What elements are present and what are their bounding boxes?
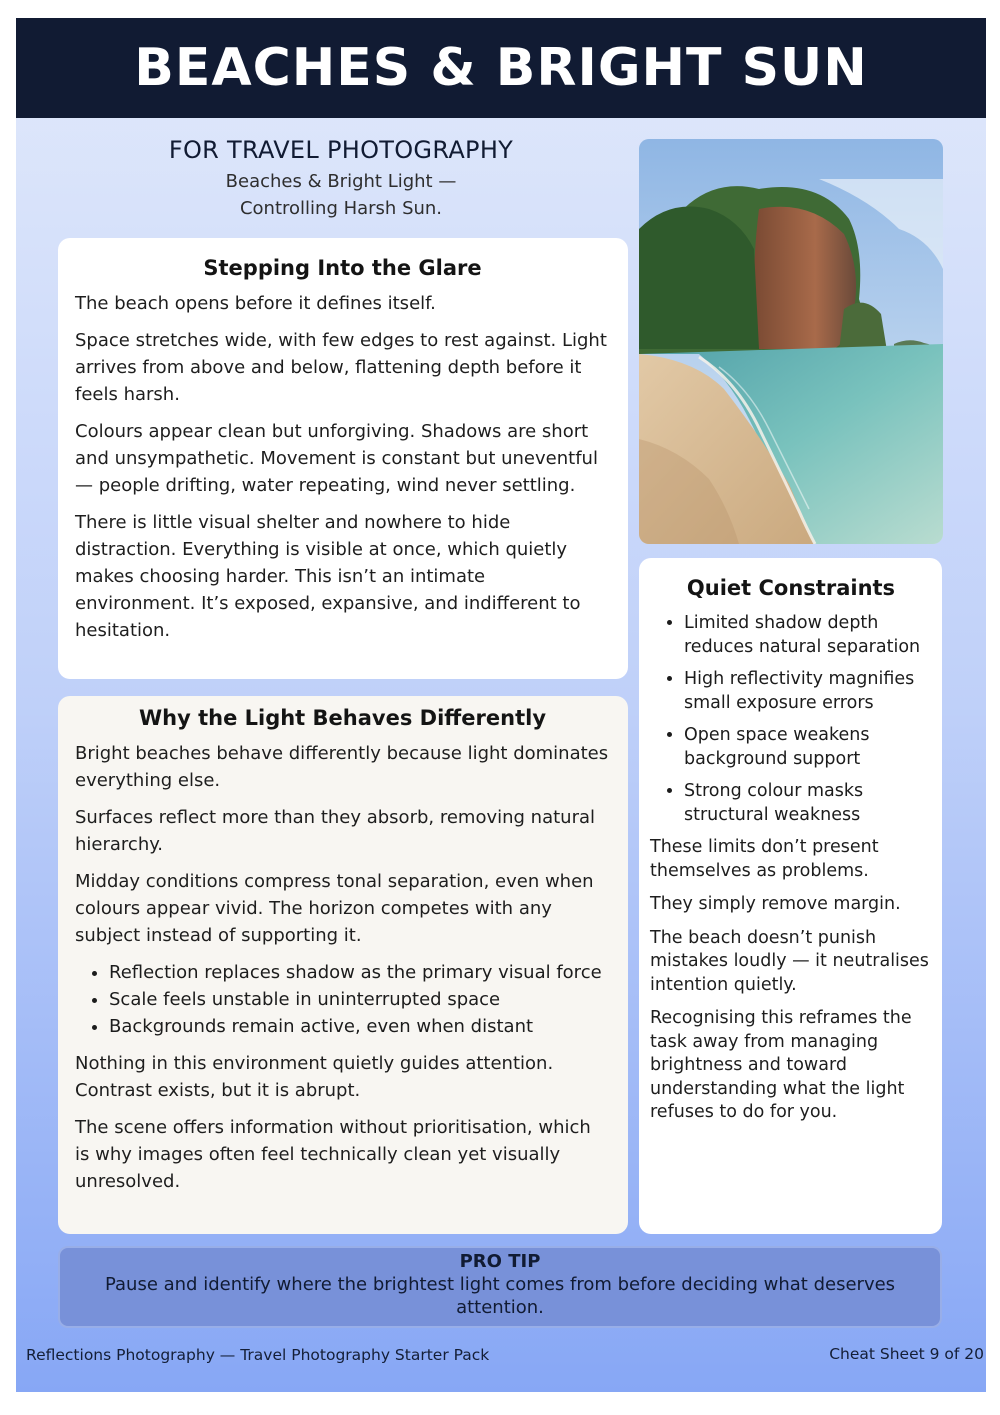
- beach-photo: [639, 139, 943, 544]
- card-heading: Stepping Into the Glare: [203, 256, 482, 280]
- cheat-sheet-page: [16, 18, 986, 1392]
- paragraph: They simply remove margin.: [650, 894, 901, 914]
- paragraph: These limits don’t present themselves as problems.: [650, 837, 879, 881]
- list-item: • Scale feels unstable in uninterrupted space: [109, 986, 610, 1013]
- pro-tip-box: [58, 1246, 942, 1328]
- paragraph: Bright beaches behave differently because light dominates everything else.: [75, 743, 609, 791]
- beach-photo-illustration: [639, 139, 943, 544]
- card-light-behaves-differently: [58, 696, 628, 1234]
- page-tagline: Beaches & Bright Light — Controlling Harsh Sun.: [225, 171, 457, 219]
- bullet-list: [650, 612, 932, 827]
- footer-page-counter: Cheat Sheet 9 of 20: [829, 1345, 984, 1363]
- paragraph: The beach opens before it defines itself.: [75, 293, 436, 314]
- list-item: • Limited shadow depth reduces natural separation: [684, 612, 932, 659]
- paragraph: Nothing in this environment quietly guides attention. Contrast exists, but it is abrupt.: [75, 1053, 554, 1101]
- card-heading: Quiet Constraints: [686, 576, 896, 600]
- paragraph: The scene offers information without prioritisation, which is why images often feel technically clean yet visually unresolved.: [75, 1117, 591, 1192]
- bullet-list: [75, 959, 610, 1040]
- header-banner: [16, 18, 986, 118]
- paragraph: There is little visual shelter and nowhere to hide distraction. Everything is visible at once, which quietly makes choosing harder. This isn’t an intimate environment. It’s exposed, expansive, and indifferent to hesitation.: [75, 512, 581, 641]
- footer-brand: Reflections Photography — Travel Photography Starter Pack: [26, 1346, 490, 1364]
- list-item: • Open space weakens background support: [684, 724, 932, 771]
- card-quiet-constraints: [639, 558, 942, 1234]
- paragraph: Surfaces reflect more than they absorb, removing natural hierarchy.: [75, 807, 596, 855]
- paragraph: Colours appear clean but unforgiving. Shadows are short and unsympathetic. Movement is constant but uneventful — people drifting, water repeating, wind never settling.: [75, 421, 598, 496]
- paragraph: Space stretches wide, with few edges to rest against. Light arrives from above and below, flattening depth before it feels harsh.: [75, 330, 607, 405]
- pro-tip-text: Pause and identify where the brightest light comes from before deciding what deserves attention.: [104, 1274, 896, 1318]
- card-heading: Why the Light Behaves Differently: [138, 706, 547, 730]
- list-item: • Reflection replaces shadow as the primary visual force: [109, 959, 610, 986]
- paragraph: Midday conditions compress tonal separation, even when colours appear vivid. The horizon competes with any subject instead of supporting it.: [75, 871, 594, 946]
- list-item: • Strong colour masks structural weakness: [684, 780, 932, 827]
- pro-tip-title: PRO TIP: [459, 1251, 541, 1272]
- intro-block: [56, 136, 626, 222]
- page-title: BEACHES & BRIGHT SUN: [134, 38, 868, 98]
- paragraph: Recognising this reframes the task away from managing brightness and toward understanding what the light refuses to do for you.: [650, 1008, 912, 1122]
- paragraph: The beach doesn’t punish mistakes loudly — it neutralises intention quietly.: [650, 927, 929, 995]
- page-subtitle: FOR TRAVEL PHOTOGRAPHY: [168, 136, 514, 164]
- list-item: • High reflectivity magnifies small exposure errors: [684, 668, 932, 715]
- card-stepping-into-glare: [58, 238, 628, 679]
- list-item: • Backgrounds remain active, even when distant: [109, 1013, 610, 1040]
